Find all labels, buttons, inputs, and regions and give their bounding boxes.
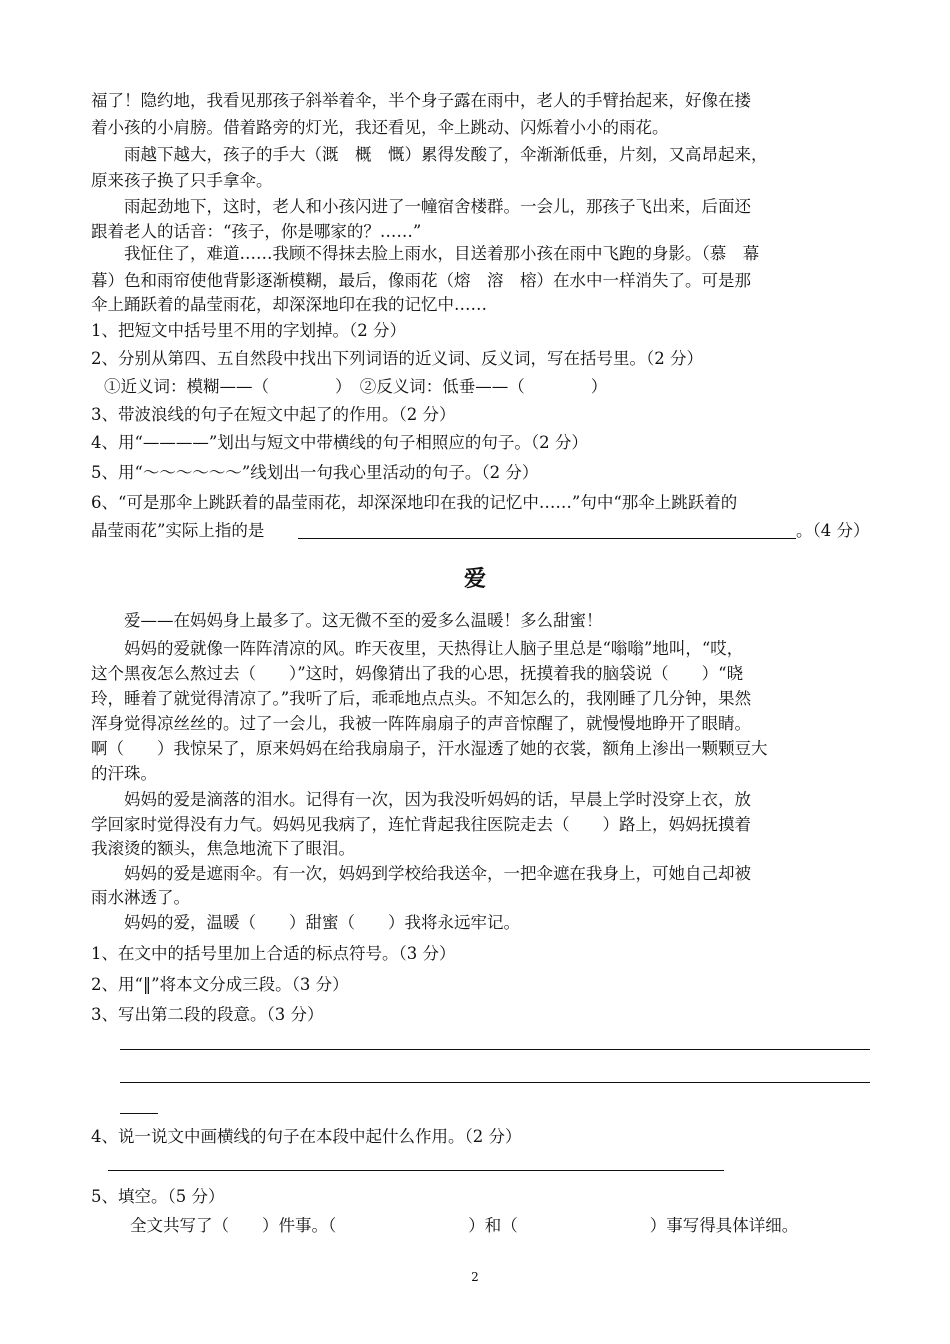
story2-line: 妈妈的爱就像一阵阵清凉的风。昨天夜里，天热得让人脑子里总是“嗡嗡”地叫，“哎， <box>124 639 744 658</box>
answer-line[interactable] <box>108 1170 724 1171</box>
story2-line: 玲，睡着了就觉得清凉了。”我听了后，乖乖地点点头。不知怎么的，我刚睡了几分钟，果然 <box>91 689 752 708</box>
story1-line: 福了！隐约地，我看见那孩子斜举着伞，半个身子露在雨中，老人的手臂抬起来，好像在搂 <box>91 91 751 110</box>
question: 4、说一说文中画横线的句子在本段中起什么作用。（2 分） <box>91 1127 522 1146</box>
question: 2、分别从第四、五自然段中找出下列词语的近义词、反义词，写在括号里。（2 分） <box>91 349 703 368</box>
story1-line: 跟着老人的话音：“孩子，你是哪家的？……” <box>91 222 422 241</box>
question: 3、写出第二段的段意。（3 分） <box>91 1005 324 1024</box>
answer-line[interactable] <box>298 538 796 539</box>
question: 晶莹雨花”实际上指的是 <box>91 521 265 540</box>
story2-title: 爱 <box>463 567 486 592</box>
answer-line[interactable] <box>120 1082 870 1083</box>
question: 1、在文中的括号里加上合适的标点符号。（3 分） <box>91 944 456 963</box>
fill-blank-sentence: 全文共写了（ ）件事。（ ）和（ ）事写得具体详细。 <box>130 1216 799 1235</box>
story2-line: 妈妈的爱是遮雨伞。有一次，妈妈到学校给我送伞，一把伞遮在我身上，可她自己却被 <box>124 864 751 883</box>
question-score: 。（4 分） <box>796 521 870 540</box>
question: 5、填空。（5 分） <box>91 1187 225 1206</box>
question: ①近义词：模糊——（ ） ②反义词：低垂——（ ） <box>104 377 608 396</box>
question: 3、带波浪线的句子在短文中起了的作用。（2 分） <box>91 405 456 424</box>
question: 2、用“‖”将本文分成三段。（3 分） <box>91 975 349 994</box>
page-number: 2 <box>471 1270 479 1284</box>
answer-line[interactable] <box>120 1049 870 1050</box>
story1-line: 伞上踊跃着的晶莹雨花，却深深地印在我的记忆中…… <box>91 295 487 314</box>
story2-line: 雨水淋透了。 <box>91 888 190 907</box>
question: 1、把短文中括号里不用的字划掉。（2 分） <box>91 321 406 340</box>
story1-line: 雨起劲地下，这时，老人和小孩闪进了一幢宿舍楼群。一会儿，那孩子飞出来，后面还 <box>124 197 751 216</box>
story2-line: 爱——在妈妈身上最多了。这无微不至的爱多么温暖！多么甜蜜！ <box>124 611 603 630</box>
story1-line: 着小孩的小肩膀。借着路旁的灯光，我还看见，伞上跳动、闪烁着小小的雨花。 <box>91 118 669 137</box>
story1-line: 暮）色和雨帘使他背影逐渐模糊，最后，像雨花（熔 溶 榕）在水中一样消失了。可是那 <box>91 271 751 290</box>
story2-line: 学回家时觉得没有力气。妈妈见我病了，连忙背起我往医院走去（ ）路上，妈妈抚摸着 <box>91 815 751 834</box>
answer-line[interactable] <box>120 1113 158 1114</box>
story2-line: 浑身觉得凉丝丝的。过了一会儿，我被一阵阵扇扇子的声音惊醒了，就慢慢地睁开了眼睛。 <box>91 714 751 733</box>
story2-line: 的汗珠。 <box>91 764 157 783</box>
question: 6、“可是那伞上跳跃着的晶莹雨花，却深深地印在我的记忆中……”句中“那伞上跳跃着的 <box>91 493 738 512</box>
story2-line: 妈妈的爱是滴落的泪水。记得有一次，因为我没听妈妈的话，早晨上学时没穿上衣，放 <box>124 790 751 809</box>
story2-line: 我滚烫的额头，焦急地流下了眼泪。 <box>91 839 355 858</box>
question: 4、用“————”划出与短文中带横线的句子相照应的句子。（2 分） <box>91 433 588 452</box>
story2-line: 啊（ ）我惊呆了，原来妈妈在给我扇扇子，汗水湿透了她的衣裳，额角上渗出一颗颗豆大 <box>91 739 768 758</box>
story1-line: 原来孩子换了只手拿伞。 <box>91 171 273 190</box>
story2-line: 妈妈的爱，温暖（ ）甜蜜（ ）我将永远牢记。 <box>124 913 520 932</box>
story2-line: 这个黑夜怎么熬过去（ ）”这时，妈像猜出了我的心思，抚摸着我的脑袋说（ ）“晓 <box>91 664 744 683</box>
story1-line: 雨越下越大，孩子的手大（溉 概 慨）累得发酸了，伞渐渐低垂，片刻，又高昂起来， <box>124 145 768 164</box>
story1-line: 我怔住了，难道……我顾不得抹去脸上雨水，目送着那小孩在雨中飞跑的身影。（慕 幕 <box>124 244 760 263</box>
question: 5、用“～～～～～～”线划出一句我心里活动的句子。（2 分） <box>91 463 539 482</box>
